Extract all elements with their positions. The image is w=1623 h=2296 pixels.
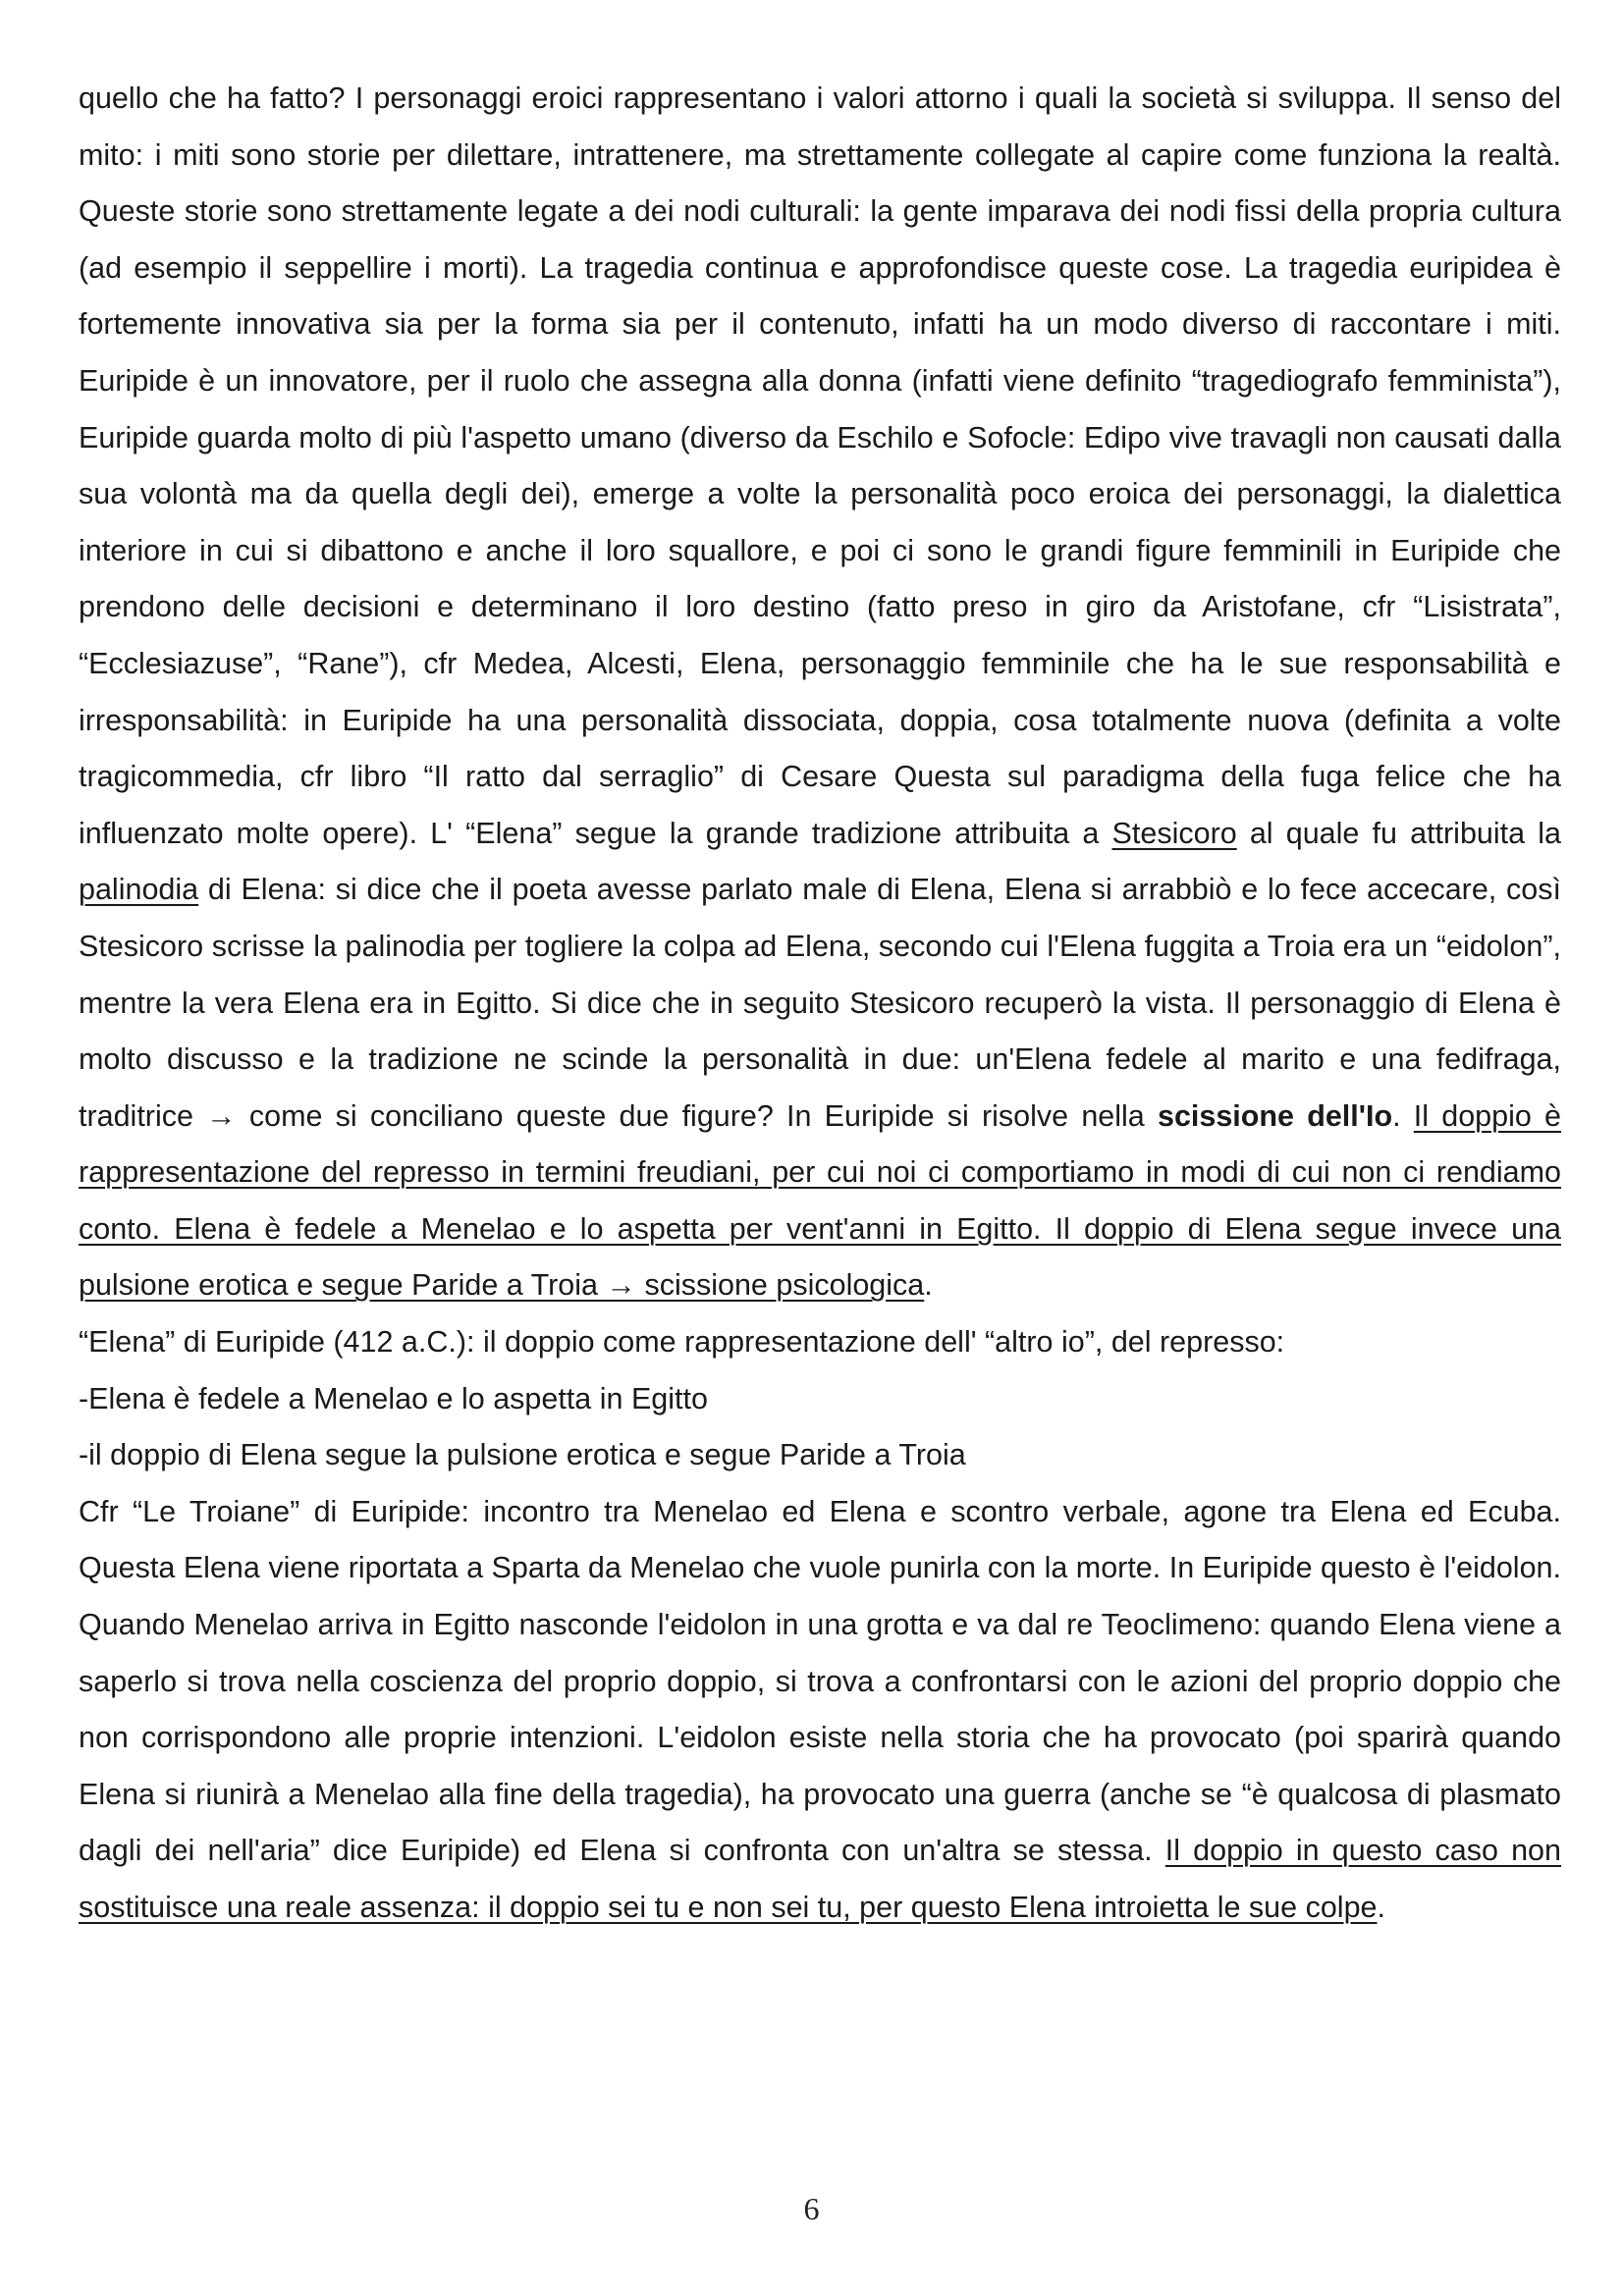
bold-term-scissione: scissione dell'Io <box>1157 1098 1393 1133</box>
paragraph-elena-euripide <box>79 71 1561 1314</box>
underlined-term-palinodia: palinodia <box>79 873 199 907</box>
paragraph-text: quello che ha fatto? I personaggi eroici rappresentano i valori attorno i quali la società si sviluppa. Il senso del mito: i miti sono storie per dilettare, intrattenere, ma strettamente collegate al capire come funziona la realtà. Queste storie sono strettamente legate a dei nodi culturali: la gente imparava dei nodi fissi della propria cultura (ad esempio il seppellire i morti). La tragedia continua e approfondisce queste cose. La tragedia euripidea è fortemente innovativa sia per la forma sia per il contenuto, infatti ha un modo diverso di raccontare i miti. Euripide è un innovatore, per il ruolo che assegna alla donna (infatti viene definito “tragediografo femminista”), Euripide guarda molto di più l'aspetto umano (diverso da Eschilo e Sofocle: Edipo vive travagli non causati dalla sua volontà ma da quella degli dei), emerge a volte la personalità poco eroica dei personaggi, la dialettica interiore in cui si dibattono e anche il loro squallore, e poi ci sono le grandi figure femminili in Euripide che prendono delle decisioni e determinano il loro destino (fatto preso in giro da Aristofane, cfr “Lisistrata”, “Ecclesiazuse”, “Rane”), cfr Medea, Alcesti, Elena, personaggio femminile che ha le sue responsabilità e irresponsabilità: in Euripide ha una personalità dissociata, doppia, cosa totalmente nuova (definita a volte tragicommedia, cfr libro “Il ratto dal serraglio” di Cesare Questa sul paradigma della fuga felice che ha influenzato molte opere). L' “Elena” segue la grande tradizione attribuita a <box>79 81 1561 850</box>
underlined-term-stesicoro: Stesicoro <box>1111 816 1237 850</box>
page-body <box>79 71 1561 1937</box>
bullet-item: -il doppio di Elena segue la pulsione erotica e segue Paride a Troia <box>79 1438 966 1472</box>
summary-line: “Elena” di Euripide (412 a.C.): il doppio come rappresentazione dell' “altro io”, del represso: <box>79 1325 1285 1360</box>
underlined-passage-doppio: Il doppio è rappresentazione del represso in termini freudiani, per cui noi ci comportiamo in modi di cui non ci rendiamo conto. Elena è fedele a Menelao e lo aspetta per vent'anni in Egitto. Il doppio di Elena segue invece una pulsione erotica e segue Paride a Troia → scissione psicologica <box>79 1098 1562 1303</box>
bullet-item: -Elena è fedele a Menelao e lo aspetta in Egitto <box>79 1381 708 1415</box>
underlined-passage-assenza: Il doppio in questo caso non sostituisce una reale assenza: il doppio sei tu e non sei tu, per questo Elena introietta le sue colpe <box>79 1834 1561 1924</box>
paragraph-text: . <box>1392 1098 1414 1133</box>
page-number: 6 <box>803 2191 820 2226</box>
paragraph-text: Cfr “Le Troiane” di Euripide: incontro tra Menelao ed Elena e scontro verbale, agone tra Elena ed Ecuba. Questa Elena viene riportata a Sparta da Menelao che vuole punirla con la morte. In Euripide questo è l'eidolon. Quando Menelao arriva in Egitto nasconde l'eidolon in una grotta e va dal re Teoclimeno: quando Elena viene a saperlo si trova nella coscienza del proprio doppio, si trova a confrontarsi con le azioni del proprio doppio che non corrispondono alle proprie intenzioni. L'eidolon esiste nella storia che ha provocato (poi sparirà quando Elena si riunirà a Menelao alla fine della tragedia), ha provocato una guerra (anche se “è qualcosa di plasmato dagli dei nell'aria” dice Euripide) ed Elena si confronta con un'altra se stessa. <box>79 1494 1561 1868</box>
paragraph-troiane <box>79 1484 1561 1937</box>
paragraph-text: . <box>924 1268 933 1303</box>
paragraph-text: al quale fu attribuita la <box>1236 816 1561 850</box>
paragraph-text: . <box>1377 1891 1385 1924</box>
paragraph-text: di Elena: si dice che il poeta avesse parlato male di Elena, Elena si arrabbiò e lo fece accecare, così Stesicoro scrisse la palinodia per togliere la colpa ad Elena, secondo cui l'Elena fuggita a Troia era un “eidolon”, mentre la vera Elena era in Egitto. Si dice che in seguito Stesicoro recuperò la vista. Il personaggio di Elena è molto discusso e la tradizione ne scinde la personalità in due: un'Elena fedele al marito e una fedifraga, traditrice → come si conciliano queste due figure? In Euripide si risolve nella <box>79 873 1561 1133</box>
